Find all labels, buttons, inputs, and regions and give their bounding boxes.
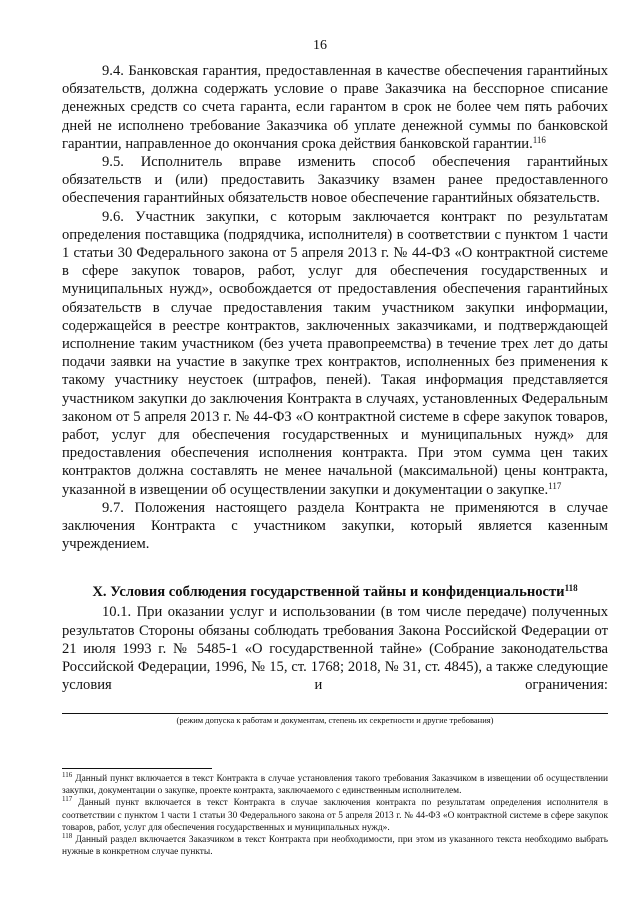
paragraph-9-4: 9.4. Банковская гарантия, предоставленная в качестве обеспечения гарантийных обязательств, должна содержать условие о праве Заказчика на бесспорное списание денежных средств со счета гаранта, если гарантом в срок не более чем пять рабочих дней не исполнено требование Заказчика об уплате денежной суммы по банковской гарантии, направленное до окончания срока действия банковской гарантии.$^{116}$ — [62, 63, 608, 152]
footnote-ref: 118 — [564, 583, 578, 594]
section-title: X. Условия соблюдения государственной тайны и конфиденциальности$^{118}$ — [92, 583, 578, 601]
paragraph-10-1: 10.1. При оказании услуг и использовании (в том числе передаче) полученных результатов Стороны обязаны соблюдать требования Закона Российской Федерации от 21 июля 1993 г. № 5485-1 «О государственной тайне» (Собрание законодательства Российской Федерации, 1996, № 15, ст. 1768; 2018, № 31, ст. 4845), а также следующие условия и ограничения: — [62, 604, 608, 694]
document-body — [62, 62, 608, 726]
footnote-separator — [62, 768, 212, 769]
page-number: 16 — [313, 38, 327, 53]
footnote-118: $^{118}$ Данный раздел включается Заказчиком в текст Контракта при необходимости, при этом из указанного текста необходимо выбрать нужные в конкретном случае пункты. — [62, 832, 608, 858]
paragraph-9-7: 9.7. Положения настоящего раздела Контракта не применяются в случае заключения Контракта с участником закупки, который является казенным учреждением. — [62, 499, 608, 553]
footnote-ref: 117 — [548, 480, 562, 491]
paragraph-9-5: 9.5. Исполнитель вправе изменить способ обеспечения гарантийных обязательств и (или) предоставить Заказчику взамен ранее предоставленного обеспечения гарантийных обязательств новое обеспечение гарантийных обязательств. — [62, 154, 608, 207]
footnote-ref: 116 — [532, 134, 546, 145]
fill-in-line-caption: (режим допуска к работам и документам, степень их секретности и другие требования) — [62, 713, 608, 726]
footnote-116: $^{116}$ Данный пункт включается в текст Контракта в случае установления такого требования Заказчиком в извещении об осуществлении закупки, документации о закупке, проекте контракта, заключаемого с единственным исполнителем. — [62, 771, 609, 797]
footnotes — [62, 768, 608, 858]
footnote-117: $^{117}$ Данный пункт включается в текст Контракта в случае заключения контракта по результатам определения исполнителя в соответствии с пунктом 1 части 1 статьи 30 Федерального закона от 5 апреля 2013 г. № 44-ФЗ «О контрактной системе в сфере закупок товаров, работ, услуг для обеспечения государственных и муниципальных нужд». — [62, 795, 608, 833]
paragraph-9-6: 9.6. Участник закупки, с которым заключается контракт по результатам определения поставщика (подрядчика, исполнителя) в соответствии с пунктом 1 части 1 статьи 30 Федерального закона от 5 апреля 2013 г. № 44-ФЗ «О контрактной системе в сфере закупок товаров, работ, услуг для обеспечения государственных и муниципальных нужд», освобождается от предоставления обеспечения гарантийных обязательств в случае предоставления таким участником закупки информации, содержащейся в реестре контрактов, заключенных заказчиками, и подтверждающей исполнение таким участником (без учета правопреемства) в течение трех лет до даты подачи заявки на участие в закупке трех контрактов, исполненных без применения к такому участнику неустоек (штрафов, пеней). Такая информация представляется участником закупки до заключения Контракта в случаях, установленных Федеральным законом от 5 апреля 2013 г. № 44-ФЗ «О контрактной системе в сфере закупок товаров, работ, услуг для обеспечения государственных и муниципальных нужд» для предоставления обеспечения исполнения контракта. При этом сумма цен таких контрактов должна составлять не менее начальной (максимальной) цены контракта, указанной в извещении об осуществлении закупки и документации о закупке.$^{117}$ — [62, 208, 608, 498]
